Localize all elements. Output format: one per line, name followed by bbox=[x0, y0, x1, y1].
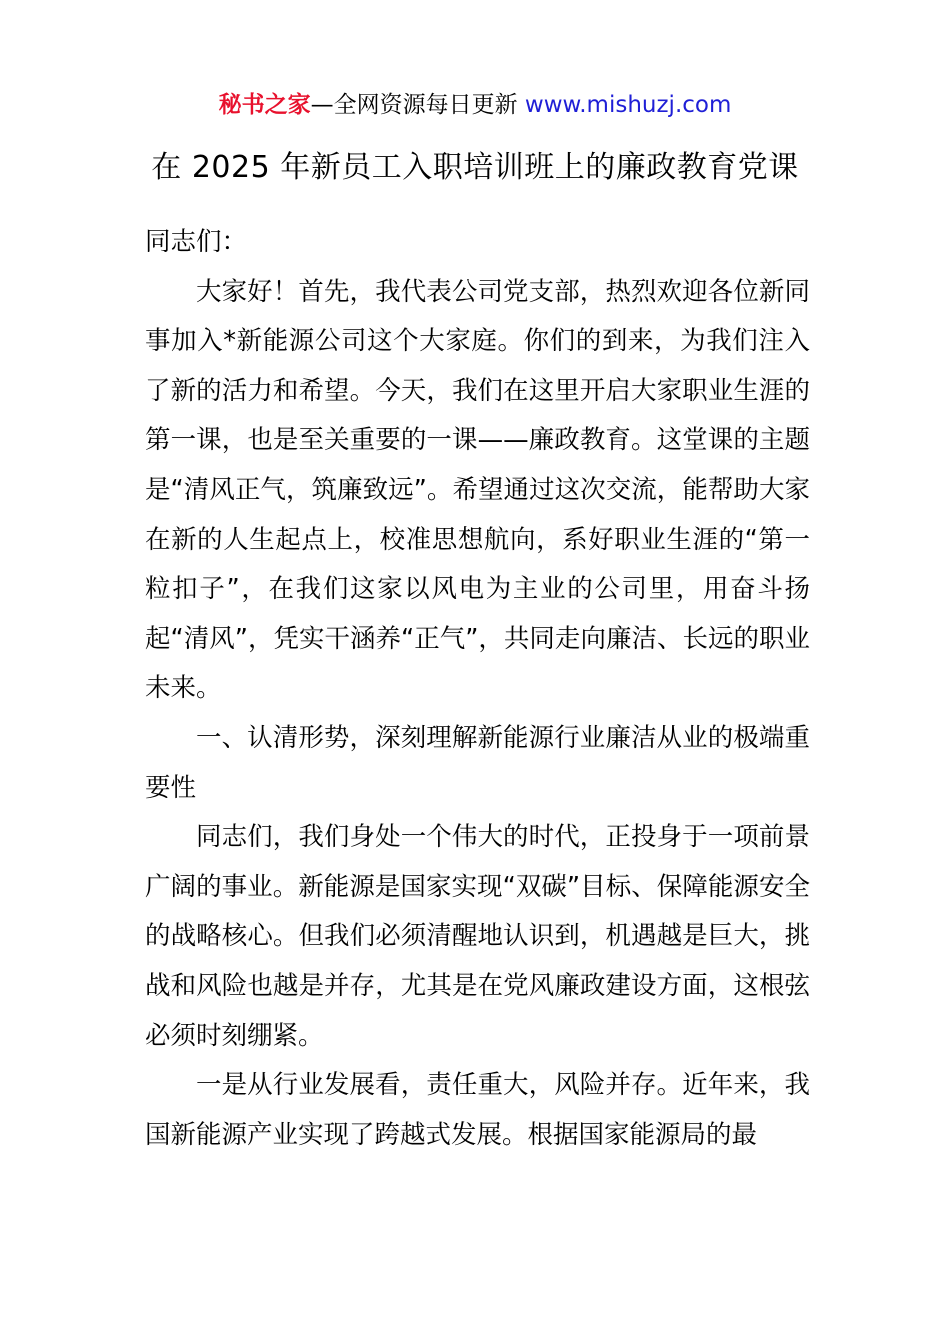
paragraph-industry: 一是从行业发展看，责任重大，风险并存。近年来，我国新能源产业实现了跨越式发展。根据国家能源局的最 bbox=[145, 1070, 810, 1150]
paragraph-intro: 大家好！首先，我代表公司党支部，热烈欢迎各位新同事加入*新能源公司这个大家庭。你们的到来，为我们注入了新的活力和希望。今天，我们在这里开启大家职业生涯的第一课，也是至关重要的一课——廉政教育。这堂课的主题是“清风正气，筑廉致远”。希望通过这次交流，能帮助大家在新的人生起点上，校准思想航向，系好职业生涯的“第一粒扣子”，在我们这家以风电为主业的公司里，用奋斗扬起“清风”，凭实干涵养“正气”，共同走向廉洁、长远的职业未来。 bbox=[145, 276, 810, 704]
paragraph-situation: 同志们，我们身处一个伟大的时代，正投身于一项前景广阔的事业。新能源是国家实现“双碳”目标、保障能源安全的战略核心。但我们必须清醒地认识到，机遇越是巨大，挑战和风险也越是并存，尤其是在党风廉政建设方面，这根弦必须时刻绷紧。 bbox=[145, 822, 810, 1051]
site-brand: 秘书之家 bbox=[218, 92, 311, 118]
banner-tagline: —全网资源每日更新 bbox=[310, 92, 525, 118]
section-heading-1: 一、认清形势，深刻理解新能源行业廉洁从业的极端重要性 bbox=[145, 722, 810, 803]
site-banner bbox=[0, 88, 950, 122]
document-body bbox=[145, 218, 810, 1160]
salutation: 同志们： bbox=[145, 227, 248, 257]
site-url-link[interactable]: www.mishuzj.com bbox=[524, 92, 732, 118]
document-title: 在 2025 年新员工入职培训班上的廉政教育党课 bbox=[151, 150, 799, 185]
